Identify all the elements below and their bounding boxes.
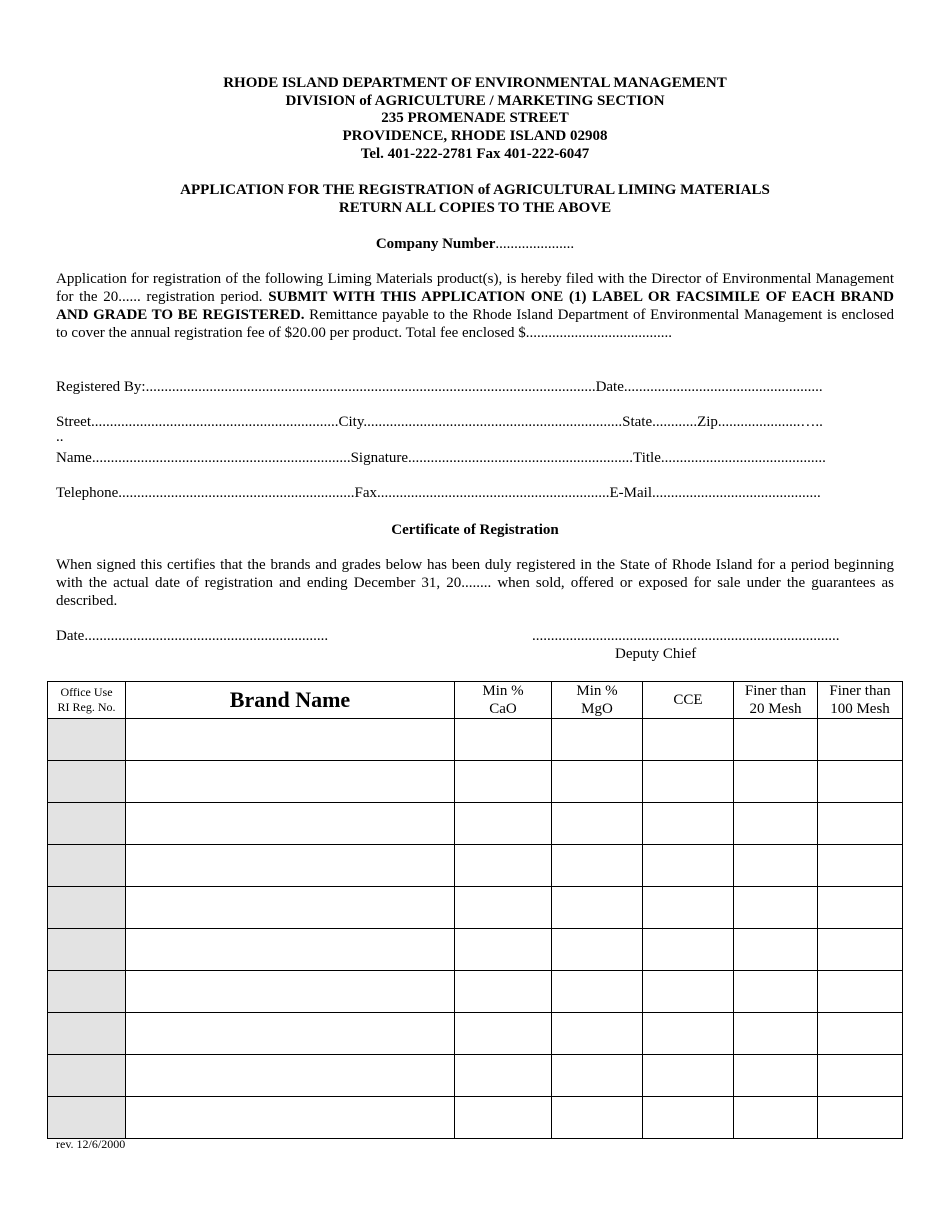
brand-name-cell[interactable] — [126, 761, 455, 803]
brand-name-cell[interactable] — [126, 1097, 455, 1139]
agency-name: RHODE ISLAND DEPARTMENT OF ENVIRONMENTAL MANAGEMENT — [223, 75, 727, 91]
company-number-field[interactable]: ..................... — [495, 236, 575, 252]
contact-phone-fax: Tel. 401-222-2781 Fax 401-222-6047 — [360, 146, 590, 162]
min-cao-cell[interactable] — [455, 1097, 552, 1139]
revision-date: rev. 12/6/2000 — [56, 1137, 126, 1151]
cce-cell[interactable] — [643, 719, 734, 761]
brand-name-cell[interactable] — [126, 1055, 455, 1097]
cce-cell[interactable] — [643, 803, 734, 845]
min-cao-cell[interactable] — [455, 1055, 552, 1097]
finer-20-mesh-header — [734, 682, 818, 719]
office-use-cell — [48, 971, 126, 1013]
finer-20-mesh-cell[interactable] — [734, 1013, 818, 1055]
table-row — [48, 1013, 903, 1055]
table-row — [48, 719, 903, 761]
finer-20-mesh-cell[interactable] — [734, 1097, 818, 1139]
min-mgo-cell[interactable] — [552, 803, 643, 845]
intro-bold-instruction: SUBMIT WITH THIS APPLICATION ONE (1) LABEL OR FACSIMILE OF EACH BRAND AND GRADE TO BE REGISTERED. — [56, 289, 894, 323]
finer-20-mesh-header-line1: Finer than — [744, 683, 807, 699]
min-mgo-cell[interactable] — [552, 719, 643, 761]
cce-cell[interactable] — [643, 761, 734, 803]
company-number-row[interactable] — [0, 235, 950, 253]
finer-100-mesh-header-line2: 100 Mesh — [830, 701, 890, 717]
office-use-cell — [48, 761, 126, 803]
application-title: APPLICATION FOR THE REGISTRATION of AGRICULTURAL LIMING MATERIALS — [180, 182, 770, 198]
finer-100-mesh-cell[interactable] — [818, 719, 903, 761]
table-row — [48, 1055, 903, 1097]
min-mgo-header-line2: MgO — [581, 701, 613, 717]
street-city-state-zip-field[interactable]: Street..................................................................City.....................................................................State............Zip......................….. — [56, 414, 823, 430]
certificate-text: When signed this certifies that the brands and grades below has been duly registered in the State of Rhode Island for a period beginning with the actual date of registration and ending December 31, 20........ when sold, offered or exposed for sale under the guarantees as described. — [56, 557, 894, 609]
brand-name-cell[interactable] — [126, 719, 455, 761]
certificate-date-field[interactable]: Date................................................................. — [56, 628, 329, 644]
finer-20-mesh-header-line2: 20 Mesh — [749, 701, 802, 717]
finer-100-mesh-cell[interactable] — [818, 761, 903, 803]
min-mgo-cell[interactable] — [552, 887, 643, 929]
table-row — [48, 887, 903, 929]
min-cao-cell[interactable] — [455, 845, 552, 887]
min-mgo-cell[interactable] — [552, 1097, 643, 1139]
finer-100-mesh-cell[interactable] — [818, 845, 903, 887]
office-use-header-line2: RI Reg. No. — [57, 700, 116, 714]
min-cao-cell[interactable] — [455, 803, 552, 845]
finer-20-mesh-cell[interactable] — [734, 971, 818, 1013]
brand-name-cell[interactable] — [126, 929, 455, 971]
telephone-fax-email-field[interactable]: Telephone...............................................................Fax..............................................................E-Mail............................................. — [56, 485, 821, 501]
table-row — [48, 929, 903, 971]
min-mgo-cell[interactable] — [552, 761, 643, 803]
intro-text-2: Remittance payable to the Rhode Island Department of Environmental Management is enclosed to cover the annual registration fee of $20.00 per product. Total fee enclosed $....................................... — [56, 307, 894, 341]
finer-100-mesh-cell[interactable] — [818, 1055, 903, 1097]
table-row — [48, 761, 903, 803]
office-use-header — [48, 682, 126, 719]
finer-100-mesh-cell[interactable] — [818, 887, 903, 929]
company-number-label: Company Number — [375, 236, 496, 252]
min-mgo-header-line1: Min % — [576, 683, 618, 699]
finer-100-mesh-header — [818, 682, 903, 719]
street-address: 235 PROMENADE STREET — [381, 110, 569, 126]
cce-cell[interactable] — [643, 929, 734, 971]
intro-text-1: Application for registration of the following Liming Materials product(s), is hereby filed with the Director of Environmental Management for the 20...... registration period. — [56, 271, 894, 305]
intro-paragraph — [56, 270, 894, 342]
table-row — [48, 971, 903, 1013]
min-cao-cell[interactable] — [455, 1013, 552, 1055]
office-use-cell — [48, 719, 126, 761]
min-cao-header-line2: CaO — [489, 701, 517, 717]
min-mgo-cell[interactable] — [552, 1013, 643, 1055]
cce-header: CCE — [643, 682, 734, 719]
min-mgo-cell[interactable] — [552, 1055, 643, 1097]
office-use-cell — [48, 845, 126, 887]
brand-name-cell[interactable] — [126, 887, 455, 929]
office-use-cell — [48, 929, 126, 971]
office-use-cell — [48, 1055, 126, 1097]
deputy-chief-signature-line[interactable]: .................................................................................. — [532, 628, 840, 644]
min-cao-cell[interactable] — [455, 761, 552, 803]
brand-registration-table — [47, 681, 903, 1139]
finer-20-mesh-cell[interactable] — [734, 803, 818, 845]
brand-name-cell[interactable] — [126, 1013, 455, 1055]
brand-name-header: Brand Name — [126, 682, 455, 719]
city-address: PROVIDENCE, RHODE ISLAND 02908 — [342, 128, 608, 144]
table-row — [48, 845, 903, 887]
finer-20-mesh-cell[interactable] — [734, 761, 818, 803]
return-note: RETURN ALL COPIES TO THE ABOVE — [338, 200, 612, 216]
table-row — [48, 803, 903, 845]
certificate-title: Certificate of Registration — [391, 522, 559, 538]
table-row — [48, 1097, 903, 1139]
min-cao-cell[interactable] — [455, 929, 552, 971]
min-mgo-header — [552, 682, 643, 719]
cce-cell[interactable] — [643, 1055, 734, 1097]
cce-cell[interactable] — [643, 887, 734, 929]
name-signature-title-field[interactable]: Name.....................................................................Signature............................................................Title............................................ — [56, 450, 826, 466]
office-use-header-line1: Office Use — [60, 685, 113, 699]
brand-name-cell[interactable] — [126, 971, 455, 1013]
office-use-cell — [48, 1013, 126, 1055]
finer-20-mesh-cell[interactable] — [734, 887, 818, 929]
min-mgo-cell[interactable] — [552, 971, 643, 1013]
brand-name-cell[interactable] — [126, 845, 455, 887]
table-header-row — [48, 682, 903, 719]
deputy-chief-label: Deputy Chief — [615, 646, 697, 662]
brand-name-cell[interactable] — [126, 803, 455, 845]
finer-100-mesh-cell[interactable] — [818, 1013, 903, 1055]
min-cao-cell[interactable] — [455, 719, 552, 761]
min-cao-cell[interactable] — [455, 971, 552, 1013]
division-name: DIVISION of AGRICULTURE / MARKETING SECTION — [285, 93, 665, 109]
finer-100-mesh-cell[interactable] — [818, 971, 903, 1013]
min-cao-cell[interactable] — [455, 887, 552, 929]
finer-20-mesh-cell[interactable] — [734, 1055, 818, 1097]
cce-cell[interactable] — [643, 1097, 734, 1139]
cce-cell[interactable] — [643, 971, 734, 1013]
min-mgo-cell[interactable] — [552, 929, 643, 971]
finer-20-mesh-cell[interactable] — [734, 845, 818, 887]
finer-100-mesh-cell[interactable] — [818, 803, 903, 845]
registered-by-date-field[interactable]: Registered By:........................................................................................................................Date..................................................... — [56, 379, 823, 395]
office-use-cell — [48, 803, 126, 845]
cce-cell[interactable] — [643, 1013, 734, 1055]
cce-cell[interactable] — [643, 845, 734, 887]
finer-20-mesh-cell[interactable] — [734, 719, 818, 761]
finer-20-mesh-cell[interactable] — [734, 929, 818, 971]
finer-100-mesh-cell[interactable] — [818, 1097, 903, 1139]
min-cao-header-line1: Min % — [482, 683, 524, 699]
office-use-cell — [48, 1097, 126, 1139]
min-cao-header — [455, 682, 552, 719]
address-wrap-dots: .. — [56, 429, 64, 445]
finer-100-mesh-cell[interactable] — [818, 929, 903, 971]
min-mgo-cell[interactable] — [552, 845, 643, 887]
finer-100-mesh-header-line1: Finer than — [829, 683, 891, 699]
office-use-cell — [48, 887, 126, 929]
